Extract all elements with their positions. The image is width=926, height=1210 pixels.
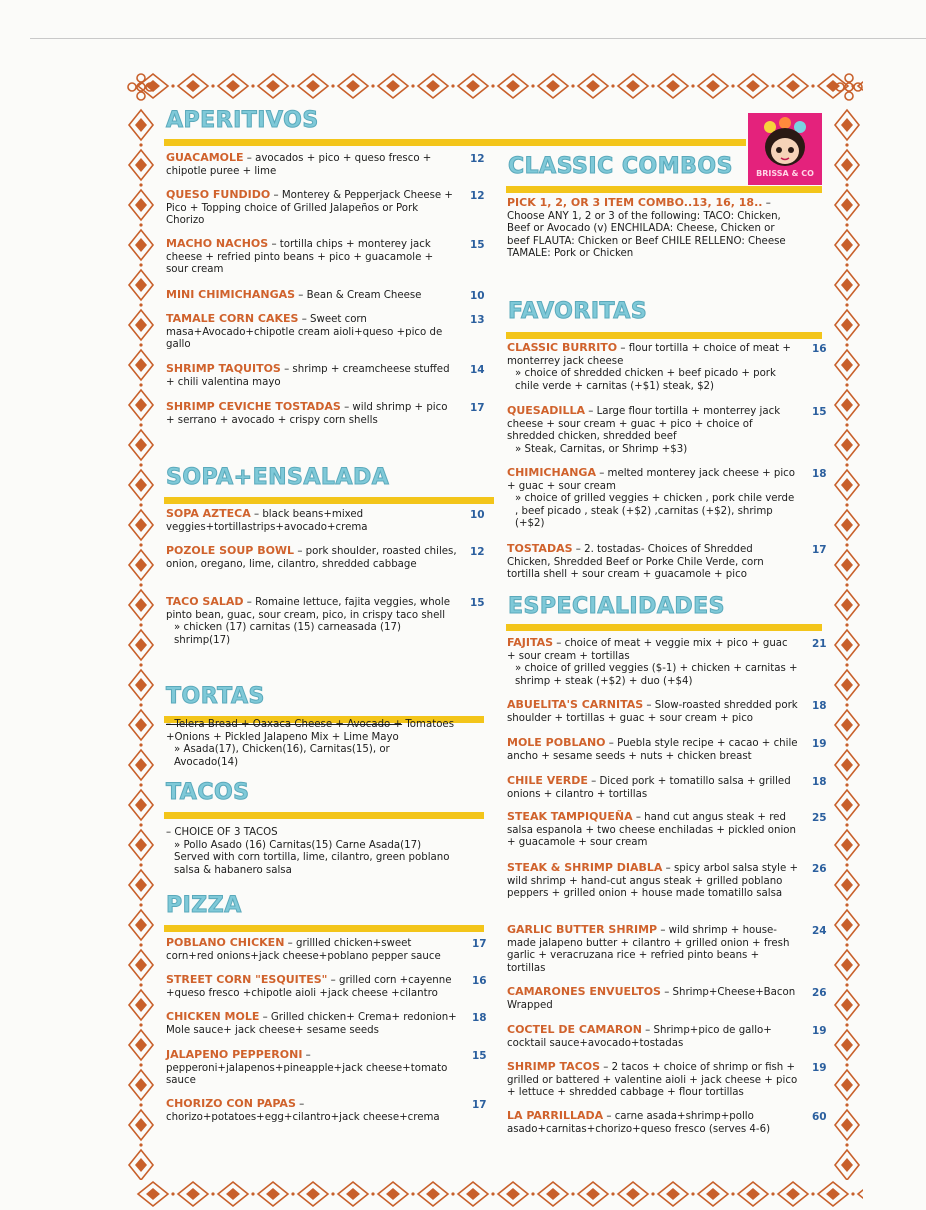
menu-item-price: 18 <box>812 776 827 788</box>
menu-item-price: 12 <box>470 546 485 558</box>
menu-item <box>507 342 795 393</box>
menu-item-description: – Grilled chicken+ Crema+ redonion+ Mole sauce+ jack cheese+ sesame seeds <box>166 1012 457 1036</box>
menu-item-name: STEAK TAMPIQUEÑA <box>507 810 633 823</box>
menu-item-description: – flour tortilla + choice of meat + monterrey jack cheese <box>507 343 791 367</box>
menu-item-name: POBLANO CHICKEN <box>166 936 285 949</box>
tacos-line3: Served with corn tortilla, lime, cilantro, green poblano salsa & habanero salsa <box>174 852 450 876</box>
menu-item-description: – 2. tostadas- Choices of Shredded Chicken, Shredded Beef or Porke Chile Verde, corn tortilla shell + sour cream + guacamole + pico <box>507 544 764 580</box>
menu-item-description: – Bean & Cream Cheese <box>295 290 422 301</box>
menu-item-description: – carne asada+shrimp+pollo asado+carnitas+chorizo+queso fresco (serves 4-6) <box>507 1111 771 1135</box>
menu-item-name: CHIMICHANGA <box>507 466 596 479</box>
menu-item-name: ABUELITA'S CARNITAS <box>507 698 644 711</box>
menu-item-name: SHRIMP TACOS <box>507 1060 601 1073</box>
menu-item-price: 15 <box>470 239 485 251</box>
menu-item <box>166 289 458 303</box>
menu-item <box>507 699 799 725</box>
menu-item-description: – wild shrimp + house-made jalapeno butter + cilantro + grilled onion + fresh garlic + veracruzana rice + refried pinto beans + tortillas <box>507 925 790 974</box>
menu-item <box>166 545 458 571</box>
menu-item-name: CHICKEN MOLE <box>166 1010 260 1023</box>
tacos-line1: – CHOICE OF 3 TACOS <box>166 827 278 838</box>
menu-item-name: FAJITAS <box>507 636 554 649</box>
menu-item <box>507 543 795 582</box>
menu-item-price: 19 <box>812 1062 827 1074</box>
menu-item <box>166 189 458 228</box>
menu-item-price: 26 <box>812 987 827 999</box>
section-title-favoritas: FAVORITAS <box>508 299 648 324</box>
brand-logo <box>748 113 822 185</box>
menu-item-description: – melted monterey jack cheese + pico + guac + sour cream <box>507 468 796 492</box>
menu-item-description: – Shrimp+Cheese+Bacon Wrapped <box>507 987 796 1011</box>
menu-item-price: 24 <box>812 925 827 937</box>
menu-item-name: GARLIC BUTTER SHRIMP <box>507 923 658 936</box>
menu-item-description: – pork shoulder, roasted chiles, onion, oregano, lime, cilantro, shredded cabbage <box>166 546 457 570</box>
decorative-border-bottom <box>128 1178 863 1210</box>
menu-item-name: COCTEL DE CAMARON <box>507 1023 642 1036</box>
menu-item <box>507 405 795 456</box>
decorative-border-left <box>124 100 158 1180</box>
section-title-tortas: TORTAS <box>166 684 265 709</box>
menu-item-price: 19 <box>812 738 827 750</box>
menu-item <box>166 974 458 1000</box>
menu-item-price: 19 <box>812 1025 827 1037</box>
menu-item-description: – hand cut angus steak + red salsa espanola + two cheese enchiladas + pickled onion + guacamole + sour cream <box>507 812 796 848</box>
menu-item-name: MINI CHIMICHANGAS <box>166 288 296 301</box>
menu-item-description: – Slow-roasted shredded pork shoulder + tortillas + guac + sour cream + pico <box>507 700 798 724</box>
menu-item-description: – Diced pork + tomatillo salsa + grilled onions + cilantro + tortillas <box>507 776 791 800</box>
menu-item-description: – grillled chicken+sweet corn+red onions+jack cheese+poblano pepper sauce <box>166 938 441 962</box>
menu-item-price: 21 <box>812 638 827 650</box>
section-underline <box>506 624 822 631</box>
menu-item-price: 25 <box>812 812 827 824</box>
menu-item-name: LA PARRILLADA <box>507 1109 604 1122</box>
tortas-options: » Asada(17), Chicken(16), Carnitas(15), or Avocado(14) <box>174 744 390 768</box>
menu-item-name: QUESADILLA <box>507 404 585 417</box>
menu-item-price: 12 <box>470 153 485 165</box>
section-title-aperitivos: APERITIVOS <box>166 108 319 133</box>
menu-item-name: QUESO FUNDIDO <box>166 188 271 201</box>
menu-item-name: GUACAMOLE <box>166 151 244 164</box>
menu-item <box>507 637 799 688</box>
menu-item-options: » choice of grilled veggies ($-1) + chicken + carnitas + shrimp + steak (+$2) + duo (+$4) <box>515 663 798 687</box>
menu-item-name: STEAK & SHRIMP DIABLA <box>507 861 663 874</box>
tortas-description <box>166 719 456 769</box>
section-underline <box>164 925 484 932</box>
menu-item-description: – Sweet corn masa+Avocado+chipotle cream aioli+queso +pico de gallo <box>166 314 443 350</box>
flower-corner-icon <box>126 72 156 102</box>
menu-item-price: 14 <box>470 364 485 376</box>
logo-text: BRISSA & CO <box>756 169 814 178</box>
menu-item <box>166 238 458 277</box>
menu-item <box>166 937 458 963</box>
scan-edge-line <box>30 38 926 39</box>
menu-item <box>166 1049 458 1088</box>
section-underline <box>164 812 484 819</box>
menu-item <box>166 1011 458 1037</box>
menu-item-description: – wild shrimp + pico + serrano + avocado + crispy corn shells <box>166 402 448 426</box>
section-underline <box>506 186 822 193</box>
menu-item-description: – Puebla style recipe + cacao + chile ancho + sesame seeds + nuts + chicken breast <box>507 738 798 762</box>
menu-item-name: CHILE VERDE <box>507 774 588 787</box>
menu-item <box>166 152 458 178</box>
section-title-especialidades: ESPECIALIDADES <box>508 594 726 619</box>
menu-item-price: 12 <box>470 190 485 202</box>
menu-item-description: – choice of meat + veggie mix + pico + guac + sour cream + tortillas <box>507 638 788 662</box>
menu-item <box>507 775 799 801</box>
menu-item-options: » Steak, Carnitas, or Shrimp +$3) <box>515 443 688 455</box>
menu-item-price: 18 <box>472 1012 487 1024</box>
decorative-border-top <box>128 70 863 102</box>
flower-corner-icon <box>834 72 864 102</box>
menu-item-options: » chicken (17) carnitas (15) carneasada (17) shrimp(17) <box>174 622 401 646</box>
menu-item <box>507 1061 799 1100</box>
menu-item-description: – avocados + pico + queso fresco + chipotle puree + lime <box>166 153 432 177</box>
menu-item-price: 60 <box>812 1111 827 1123</box>
menu-item-price: 17 <box>812 544 827 556</box>
section-underline <box>506 332 822 339</box>
menu-item-name: CHORIZO CON PAPAS <box>166 1097 296 1110</box>
section-title-combos: CLASSIC COMBOS <box>508 154 733 179</box>
menu-item-name: TOSTADAS <box>507 542 573 555</box>
menu-item-name: SHRIMP CEVICHE TOSTADAS <box>166 400 341 413</box>
menu-item-name: TAMALE CORN CAKES <box>166 312 299 325</box>
menu-item-price: 15 <box>472 1050 487 1062</box>
menu-item-name: MOLE POBLANO <box>507 736 606 749</box>
menu-item-description: – shrimp + creamcheese stuffed + chili valentina mayo <box>166 364 450 388</box>
menu-item-name: CLASSIC BURRITO <box>507 341 618 354</box>
tortas-desc: Tomatoes +Onions + Pickled Jalapeno Mix + Lime Mayo <box>166 719 455 743</box>
menu-item-description: – Large flour tortilla + monterrey jack cheese + sour cream + guac + pico + choice of shredded chicken, shredded beef <box>507 406 781 442</box>
menu-item <box>166 313 458 352</box>
menu-item-name: SHRIMP TAQUITOS <box>166 362 281 375</box>
menu-item-price: 13 <box>470 314 485 326</box>
section-underline <box>164 497 494 504</box>
menu-item-description: – Monterey & Pepperjack Cheese + Pico + Topping choice of Grilled Jalapeños or Pork Chorizo <box>166 190 453 226</box>
combos-description <box>507 197 792 261</box>
section-title-sopa: SOPA+ENSALADA <box>166 465 390 490</box>
menu-item <box>166 596 458 647</box>
menu-item-price: 18 <box>812 700 827 712</box>
menu-item-name: STREET CORN "ESQUITES" <box>166 973 328 986</box>
menu-item <box>166 508 458 534</box>
combos-desc: – Choose ANY 1, 2 or 3 of the following: TACO: Chicken, Beef or Avocado (v) ENCHILADA: Cheese, Chicken or beef FLAUTA: Chicken or Beef CHILE RELLENO: Cheese TAMALE: Pork or Chicken <box>507 198 786 259</box>
menu-item <box>507 811 799 850</box>
section-title-tacos: TACOS <box>166 780 250 805</box>
menu-item <box>507 737 799 763</box>
menu-item-description: – pepperoni+jalapenos+pineapple+jack cheese+tomato sauce <box>166 1050 448 1086</box>
menu-item-name: SOPA AZTECA <box>166 507 251 520</box>
menu-item <box>507 1110 799 1136</box>
menu-item-options: » choice of shredded chicken + beef picado + pork chile verde + carnitas (+$1) steak, $2) <box>515 368 776 392</box>
menu-item-price: 15 <box>812 406 827 418</box>
section-title-pizza: PIZZA <box>166 893 242 918</box>
menu-item-name: CAMARONES ENVUELTOS <box>507 985 661 998</box>
menu-item-description: – grilled corn +cayenne +queso fresco +chipotle aioli +jack cheese +cilantro <box>166 975 452 999</box>
menu-item <box>507 1024 799 1050</box>
menu-item-price: 16 <box>472 975 487 987</box>
section-underline <box>164 139 746 146</box>
menu-item-name: JALAPENO PEPPERONI <box>166 1048 303 1061</box>
menu-item <box>166 1098 458 1124</box>
menu-item <box>166 363 458 389</box>
menu-item-price: 17 <box>470 402 485 414</box>
tacos-description <box>166 827 456 877</box>
menu-item-description: – 2 tacos + choice of shrimp or fish + grilled or battered + valentine aioli + jack cheese + pico + lettuce + shredded cabbage + flour tortillas <box>507 1062 798 1098</box>
menu-item-price: 26 <box>812 863 827 875</box>
menu-item <box>507 467 795 531</box>
menu-item-options: » choice of grilled veggies + chicken , pork chile verde , beef picado , steak (+$2) ,carnitas (+$2), shrimp (+$2) <box>515 493 795 529</box>
menu-item-name: MACHO NACHOS <box>166 237 269 250</box>
menu-item-price: 10 <box>470 290 485 302</box>
menu-item-description: – chorizo+potatoes+egg+cilantro+jack cheese+crema <box>166 1099 440 1123</box>
menu-item-price: 15 <box>470 597 485 609</box>
menu-item <box>507 862 799 901</box>
decorative-border-right <box>830 100 864 1180</box>
menu-item-price: 10 <box>470 509 485 521</box>
menu-item-description: – tortilla chips + monterey jack cheese + refried pinto beans + pico + guacamole + sour cream <box>166 239 434 275</box>
menu-item-description: – Romaine lettuce, fajita veggies, whole pinto bean, guac, sour cream, pico, in crispy taco shell <box>166 597 450 621</box>
menu-item <box>507 924 799 975</box>
menu-item-price: 17 <box>472 1099 487 1111</box>
menu-item-description: – black beans+mixed veggies+tortillastrips+avocado+crema <box>166 509 368 533</box>
tacos-line2: » Pollo Asado (16) Carnitas(15) Carne Asada(17) <box>174 839 422 851</box>
menu-item-name: TACO SALAD <box>166 595 244 608</box>
menu-item-price: 18 <box>812 468 827 480</box>
menu-item-description: – Shrimp+pico de gallo+ cocktail sauce+avocado+tostadas <box>507 1025 772 1049</box>
menu-item-description: – spicy arbol salsa style + wild shrimp + hand-cut angus steak + grilled poblano peppers + grilled onion + house made tomatillo salsa <box>507 863 799 899</box>
menu-item <box>166 401 458 427</box>
combos-headline: PICK 1, 2, OR 3 ITEM COMBO..13, 16, 18.. <box>507 196 763 209</box>
menu-item <box>507 986 799 1012</box>
menu-item-price: 17 <box>472 938 487 950</box>
menu-item-name: POZOLE SOUP BOWL <box>166 544 295 557</box>
tortas-desc-strike: – Telera Bread + Oaxaca Cheese + Avocado + <box>166 719 403 730</box>
menu-item-price: 16 <box>812 343 827 355</box>
